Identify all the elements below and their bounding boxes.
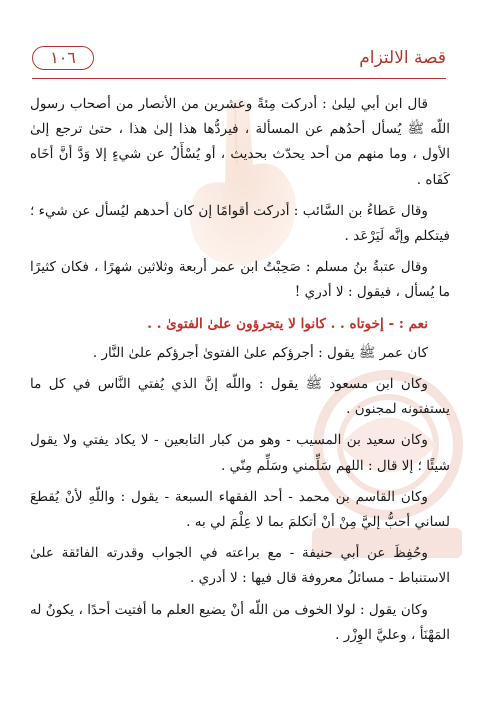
paragraph-abu-hanifa-saying: وكان يقول : لولا الخوف من اللّه أنْ يضيع العلم ما أفتيت أحدًا ، يكونُ له المَهْنَأ ، وعليَّ الوِزْر . [30, 601, 450, 643]
page-header [32, 44, 446, 76]
paragraph-utbah-ibn-muslim: وقال عتبةُ بنُ مسلم : صَحِبْتُ ابن عمر أربعة وثلاثين شهرًا ، فكان كثيرًا ما يُسأل ، فيقول : لا أدري ! [30, 259, 450, 301]
page-body [30, 92, 450, 652]
paragraph-said-ibn-al-musayyib: وكان سعيد بن المسيب - وهو من كبار التابعين - لا يكاد يفتي ولا يقول شيئًا ؛ إلا قال : اللهم سَلِّمني وسَلِّم مِنّي . [30, 432, 450, 474]
paragraph-umar: كان عمر ﷺ يقول : أجرؤكم علىٰ الفتوىٰ أجرؤكم علىٰ النَّار . [92, 344, 428, 361]
paragraph-ibn-abi-layla: قال ابن أبي ليلىٰ : أدركت مِئةً وعشرين من الأنصار من أصحاب رسول اللّه ﷺ يُسأل أحدُهم عن المسألة ، فيردُّها هذا إلىٰ هذا ، حتىٰ ترجع إلىٰ الأول ، وما منهم من أحد يحدّث بحديث ، أو يُسْأَلُ عن شيءٍ إلا وَدَّ أنَّ أخَاه كَفَاه . [30, 96, 450, 188]
running-title: قصة الالتزام [359, 48, 446, 68]
paragraph-ata-ibn-al-saib: وقال عَطاءُ بن السَّائب : أدركت أقوامًا إن كان أحدهم ليُسأل عن شيء ؛ فيتكلم وإنَّه لَيَرْعَد . [30, 202, 450, 245]
header-divider [32, 78, 446, 79]
paragraph-al-qasim: وكان القاسم بن محمد - أحد الفقهاء السبعة - يقول : واللّهِ لأنْ يُقطعَ لساني أحبُّ إليَّ مِنْ أنْ أتكلمَ بما لا عِلْمَ لي به . [30, 488, 450, 531]
paragraph-abu-hanifa: وحُفِظَ عن أبي حنيفة - مع براعته في الجواب وقدرته الفائقة علىٰ الاستنباط - مسائلُ معروفة قال فيها : لا أدري . [30, 545, 450, 587]
page-number-badge: ١٠٦ [32, 46, 94, 70]
highlighted-heading-line: نعم : - إخوتاه . . كانوا لا يتجرؤون علىٰ الفتوىٰ . . [147, 315, 428, 332]
paragraph-ibn-masud: وكان ابن مسعود ﷺ يقول : واللّه إنَّ الذي يُفتي النَّاس في كل ما يستفتونه لمجنون . [30, 376, 450, 418]
